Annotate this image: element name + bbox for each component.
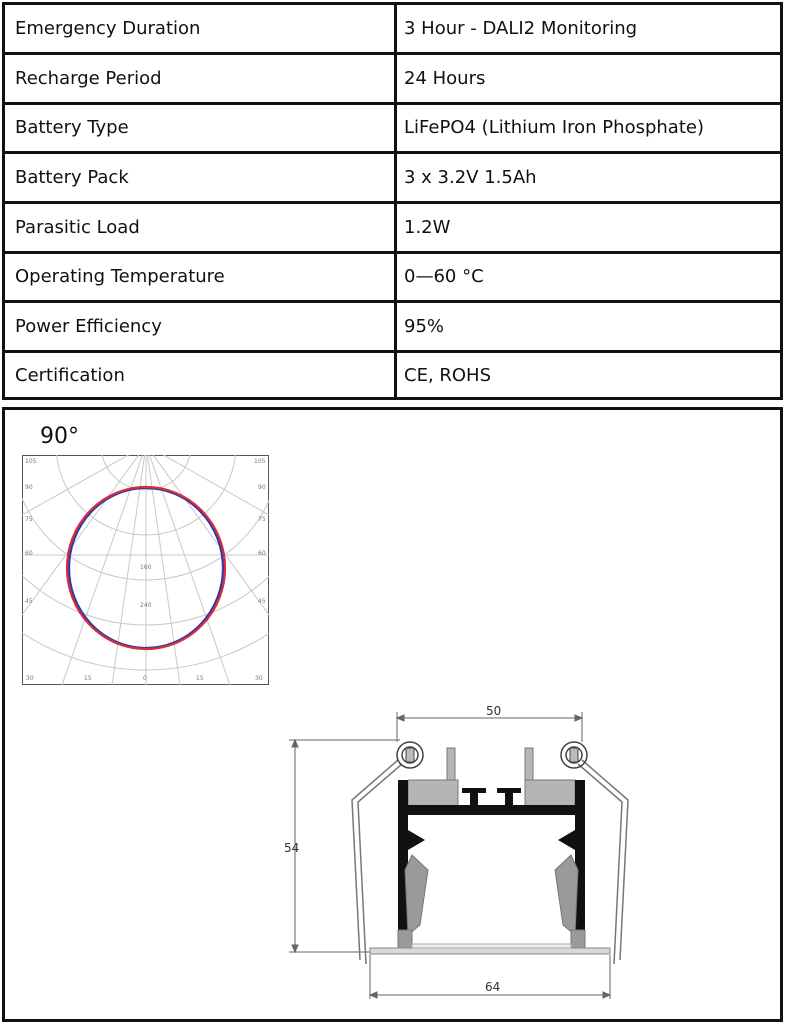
spec-row xyxy=(5,55,780,105)
spec-table xyxy=(2,2,783,400)
spec-label: Battery Type xyxy=(15,117,129,138)
spec-value: LiFePO4 (Lithium Iron Phosphate) xyxy=(404,117,704,138)
angle-label: 105 xyxy=(25,458,37,465)
spring-clips xyxy=(352,760,628,964)
spec-label: Battery Pack xyxy=(15,167,129,188)
spec-value: 3 Hour - DALI2 Monitoring xyxy=(404,18,638,39)
ring-label: 240 xyxy=(140,602,152,609)
ring-label: 160 xyxy=(140,564,152,571)
spec-label: Recharge Period xyxy=(15,68,162,89)
angle-label: 15 xyxy=(196,675,204,682)
angle-label: 60 xyxy=(258,550,266,557)
upper-clips xyxy=(408,748,575,808)
angle-label: 30 xyxy=(255,675,263,682)
spec-row xyxy=(5,204,780,254)
screw-rings xyxy=(397,742,587,768)
angle-label: 60 xyxy=(25,550,33,557)
angle-label: 45 xyxy=(25,598,33,605)
polar-photometric-chart xyxy=(22,455,269,685)
angle-label: 15 xyxy=(84,675,92,682)
spec-label: Parasitic Load xyxy=(15,217,140,238)
spec-label: Operating Temperature xyxy=(15,266,225,287)
dimension-bottom-width: 64 xyxy=(485,980,501,994)
angle-label: 30 xyxy=(26,675,34,682)
spec-value: 95% xyxy=(404,316,445,337)
lower-inserts xyxy=(398,855,585,950)
angle-label: 75 xyxy=(25,516,33,523)
angle-label: 105 xyxy=(254,458,266,465)
beam-angle-label: 90° xyxy=(40,424,79,449)
angle-label: 45 xyxy=(258,598,266,605)
spec-row xyxy=(5,352,780,399)
angle-label: 0 xyxy=(143,675,147,682)
spec-row xyxy=(5,5,780,55)
dimension-top-width: 50 xyxy=(486,704,502,718)
angle-label: 90 xyxy=(258,484,266,491)
spec-value: 3 x 3.2V 1.5Ah xyxy=(404,167,537,188)
profile-cross-section xyxy=(280,695,640,1000)
spec-row xyxy=(5,253,780,303)
dimension-height-value: 54 xyxy=(284,841,300,855)
spec-label: Emergency Duration xyxy=(15,18,201,39)
spec-row xyxy=(5,154,780,204)
spec-row xyxy=(5,303,780,353)
angle-label: 75 xyxy=(258,516,266,523)
angle-label: 90 xyxy=(25,484,33,491)
spec-row xyxy=(5,104,780,154)
spec-label: Power Efficiency xyxy=(15,316,162,337)
spec-value: CE, ROHS xyxy=(404,365,492,386)
spec-label: Certification xyxy=(15,365,125,386)
spec-value: 1.2W xyxy=(404,217,451,238)
spec-value: 24 Hours xyxy=(404,68,486,89)
spec-value: 0—60 °C xyxy=(404,266,484,287)
